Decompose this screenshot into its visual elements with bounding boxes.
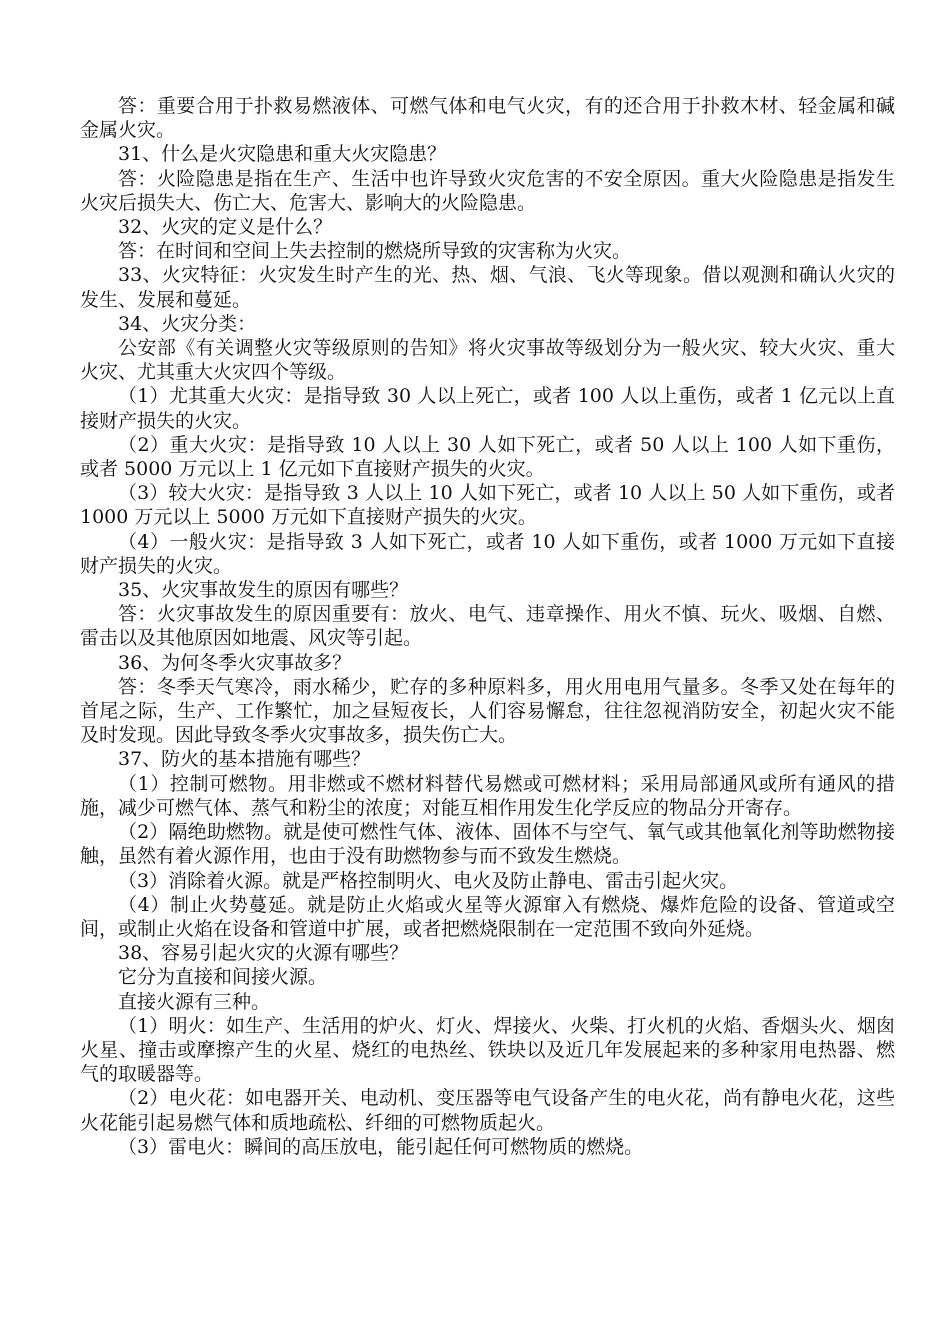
measure-item-2: （2）隔绝助燃物。就是使可燃性气体、液体、固体不与空气、氧气或其他氧化剂等助燃物接触，虽然有着火源作用，也由于没有助燃物参与而不致发生燃烧。 bbox=[80, 821, 895, 868]
answer-32: 答：在时间和空间上失去控制的燃烧所导致的灾害称为火灾。 bbox=[118, 240, 632, 263]
item-33: 33、火灾特征：火灾发生时产生的光、热、烟、气浪、飞火等现象。借以观测和确认火灾的发生、发展和蔓延。 bbox=[80, 264, 895, 311]
classification-item-2: （2）重大火灾：是指导致 10 人以上 30 人如下死亡，或者 50 人以上 100 人如下重伤，或者 5000 万元以上 1 亿元如下直接财产损失的火灾。 bbox=[80, 433, 895, 481]
item-34: 34、火灾分类： bbox=[118, 312, 257, 335]
measure-item-4: （4）制止火势蔓延。就是防止火焰或火星等火源窜入有燃烧、爆炸危险的设备、管道或空间，或制止火焰在设备和管道中扩展，或者把燃烧限制在一定范围不致向外延烧。 bbox=[80, 893, 895, 940]
answer-36: 答：冬季天气寒冷，雨水稀少，贮存的多种原料多，用火用电用气量多。冬季又处在每年的首尾之际，生产、工作繁忙，加之昼短夜长，人们容易懈怠，往往忽视消防安全，初起火灾不能及时发现。因此导致冬季火灾事故多，损失伤亡大。 bbox=[80, 675, 895, 747]
fire-source-intro: 它分为直接和间接火源。 bbox=[118, 966, 328, 989]
measure-item-1: （1）控制可燃物。用非燃或不燃材料替代易燃或可燃材料；采用局部通风或所有通风的措施，减少可燃气体、蒸气和粉尘的浓度；对能互相作用发生化学反应的物品分开寄存。 bbox=[80, 772, 895, 819]
question-32: 32、火灾的定义是什么？ bbox=[118, 216, 333, 239]
fire-source-item-1: （1）明火：如生产、生活用的炉火、灯火、焊接火、火柴、打火机的火焰、香烟头火、烟囱火星、撞击或摩擦产生的火星、烧红的电热丝、铁块以及近几年发展起来的多种家用电热器、燃气的取暖器等。 bbox=[80, 1014, 895, 1086]
answer-35: 答：火灾事故发生的原因重要有：放火、电气、违章操作、用火不慎、玩火、吸烟、自燃、雷击以及其他原因如地震、风灾等引起。 bbox=[80, 603, 895, 650]
fire-source-item-3: （3）雷电火：瞬间的高压放电，能引起任何可燃物质的燃烧。 bbox=[118, 1135, 644, 1158]
classification-item-4: （4）一般火灾：是指导致 3 人如下死亡，或者 10 人如下重伤，或者 1000 万元如下直接财产损失的火灾。 bbox=[80, 530, 895, 577]
question-36: 36、为何冬季火灾事故多？ bbox=[118, 651, 352, 674]
classification-intro: 公安部《有关调整火灾等级原则的告知》将火灾事故等级划分为一般火灾、较大火灾、重大火灾、尤其重大火灾四个等级。 bbox=[80, 337, 895, 384]
measure-item-3: （3）消除着火源。就是严格控制明火、电火及防止静电、雷击引起火灾。 bbox=[118, 869, 739, 892]
question-37: 37、防火的基本措施有哪些？ bbox=[118, 748, 371, 771]
classification-item-3: （3）较大火灾：是指导致 3 人以上 10 人如下死亡，或者 10 人以上 50 人如下重伤，或者 1000 万元以上 5000 万元如下直接财产损失的火灾。 bbox=[80, 482, 895, 529]
answer-31: 答：火险隐患是指在生产、生活中也许导致火灾危害的不安全原因。重大火险隐患是指发生火灾后损失大、伤亡大、危害大、影响大的火险隐患。 bbox=[80, 167, 895, 214]
direct-fire-sources: 直接火源有三种。 bbox=[118, 990, 271, 1013]
answer-paragraph: 答：重要合用于扑救易燃液体、可燃气体和电气火灾，有的还合用于扑救木材、轻金属和碱金属火灾。 bbox=[80, 95, 895, 142]
question-38: 38、容易引起火灾的火源有哪些？ bbox=[118, 942, 409, 965]
question-31: 31、什么是火灾隐患和重大火灾隐患？ bbox=[118, 143, 447, 166]
fire-source-item-2: （2）电火花：如电器开关、电动机、变压器等电气设备产生的电火花，尚有静电火花，这些火花能引起易燃气体和质地疏松、纤细的可燃物质起火。 bbox=[80, 1087, 895, 1134]
question-35: 35、火灾事故发生的原因有哪些？ bbox=[118, 579, 409, 602]
document-body bbox=[80, 94, 895, 1159]
classification-item-1: （1）尤其重大火灾：是指导致 30 人以上死亡，或者 100 人以上重伤，或者 1 亿元以上直接财产损失的火灾。 bbox=[80, 385, 895, 432]
